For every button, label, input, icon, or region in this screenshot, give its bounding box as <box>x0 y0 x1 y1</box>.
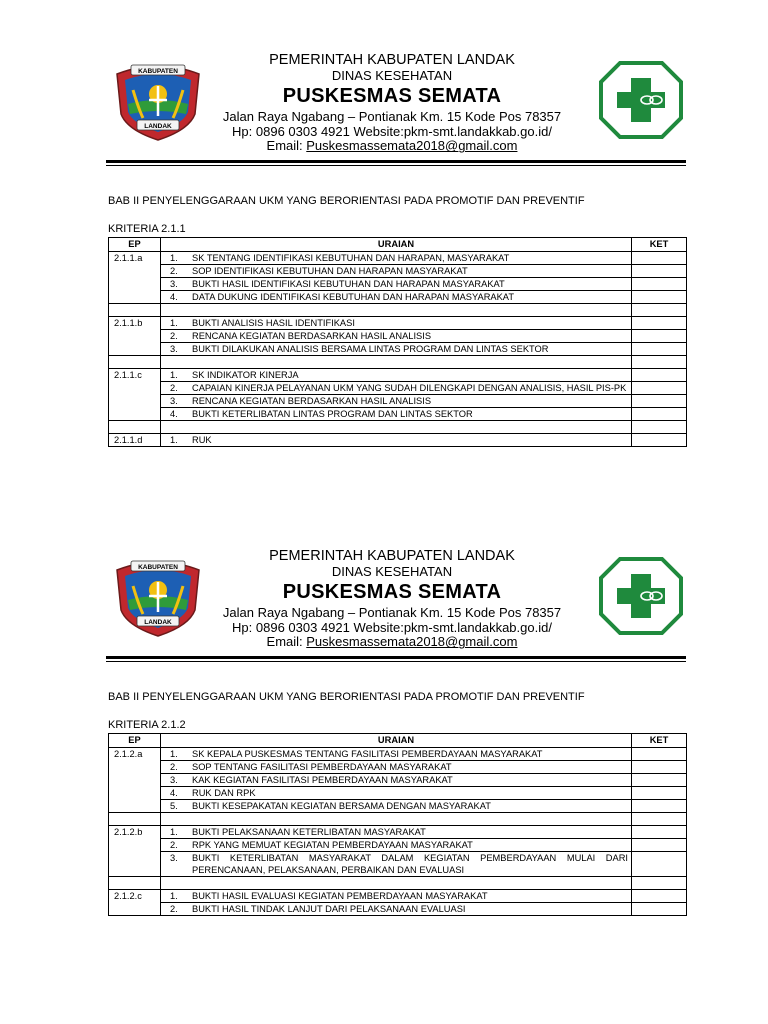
ket-cell <box>632 252 687 265</box>
item-number: 1. <box>170 891 178 901</box>
col-header-ket: KET <box>632 238 687 252</box>
letterhead-divider <box>106 160 686 166</box>
spacer-cell <box>161 304 632 317</box>
department-name: DINAS KESEHATAN <box>331 563 453 579</box>
uraian-cell <box>161 252 632 265</box>
item-text: SK TENTANG IDENTIFIKASI KEBUTUHAN DAN HARAPAN, MASYARAKAT <box>192 253 510 263</box>
government-name: PEMERINTAH KABUPATEN LANDAK <box>269 52 515 68</box>
item-text: DATA DUKUNG IDENTIFIKASI KEBUTUHAN DAN HARAPAN MASYARAKAT <box>192 292 514 302</box>
item-number: 2. <box>170 266 178 276</box>
ket-cell <box>632 278 687 291</box>
table-row <box>109 800 687 813</box>
ket-cell <box>632 903 687 916</box>
item-number: 1. <box>170 435 178 445</box>
puskesmas-logo-icon <box>598 60 684 140</box>
spacer-cell <box>109 304 161 317</box>
item-number: 3. <box>170 344 178 354</box>
ket-cell <box>632 787 687 800</box>
email-link[interactable]: Puskesmassemata2018@gmail.com <box>306 138 518 154</box>
ket-cell <box>632 826 687 839</box>
item-number: 5. <box>170 801 178 811</box>
contact-line: Hp: 0896 0303 4921 Website:pkm-smt.landakkab.go.id/ <box>232 619 552 635</box>
table-row <box>109 839 687 852</box>
table-row <box>109 748 687 761</box>
email-label: Email: <box>266 634 307 650</box>
ket-cell <box>632 890 687 903</box>
item-text: BUKTI HASIL IDENTIFIKASI KEBUTUHAN DAN HARAPAN MASYARAKAT <box>192 279 505 289</box>
col-header-uraian: URAIAN <box>161 734 632 748</box>
item-text: BUKTI KETERLIBATAN LINTAS PROGRAM DAN LINTAS SEKTOR <box>192 409 473 419</box>
table-row <box>109 369 687 382</box>
email-line <box>200 139 584 154</box>
item-number: 4. <box>170 292 178 302</box>
spacer-cell <box>161 813 632 826</box>
item-number: 1. <box>170 827 178 837</box>
department-name: DINAS KESEHATAN <box>331 67 453 83</box>
spacer-cell <box>109 813 161 826</box>
table-header-row <box>109 734 687 748</box>
address-line: Jalan Raya Ngabang – Pontianak Km. 15 Kode Pos 78357 <box>222 108 562 124</box>
uraian-cell <box>161 408 632 421</box>
logo-left-bottom-text: LANDAK <box>144 123 172 130</box>
ket-cell <box>632 317 687 330</box>
address-line: Jalan Raya Ngabang – Pontianak Km. 15 Kode Pos 78357 <box>222 604 562 620</box>
item-text: RUK <box>192 435 212 445</box>
uraian-cell <box>161 903 632 916</box>
item-text: BUKTI PELAKSANAAN KETERLIBATAN MASYARAKAT <box>192 827 426 837</box>
uraian-cell <box>161 890 632 903</box>
col-header-uraian: URAIAN <box>161 238 632 252</box>
ep-cell: 2.1.1.b <box>109 317 161 356</box>
uraian-cell <box>161 826 632 839</box>
ket-cell <box>632 408 687 421</box>
kriteria-title: KRITERIA 2.1.2 <box>108 719 186 731</box>
ep-cell: 2.1.2.c <box>109 890 161 916</box>
uraian-cell <box>161 395 632 408</box>
spacer-row <box>109 304 687 317</box>
spacer-cell <box>632 304 687 317</box>
ket-cell <box>632 852 687 877</box>
email-label: Email: <box>266 138 307 154</box>
ket-cell <box>632 774 687 787</box>
item-number: 1. <box>170 253 178 263</box>
letterhead <box>0 52 768 152</box>
kriteria-table <box>108 733 687 916</box>
table-row <box>109 890 687 903</box>
uraian-cell <box>161 852 632 877</box>
item-text: SK INDIKATOR KINERJA <box>192 370 299 380</box>
col-header-ket: KET <box>632 734 687 748</box>
ket-cell <box>632 343 687 356</box>
table-row <box>109 330 687 343</box>
ket-cell <box>632 761 687 774</box>
puskesmas-name: PUSKESMAS SEMATA <box>282 84 502 107</box>
spacer-cell <box>109 877 161 890</box>
logo-left-top-text: KABUPATEN <box>138 564 178 571</box>
item-number: 2. <box>170 762 178 772</box>
table-row <box>109 317 687 330</box>
ket-cell <box>632 748 687 761</box>
puskesmas-logo-icon <box>598 556 684 636</box>
spacer-cell <box>632 421 687 434</box>
ket-cell <box>632 839 687 852</box>
uraian-cell <box>161 434 632 447</box>
item-text: SK KEPALA PUSKESMAS TENTANG FASILITASI PEMBERDAYAAN MASYARAKAT <box>192 749 543 759</box>
spacer-row <box>109 813 687 826</box>
item-number: 4. <box>170 409 178 419</box>
item-text: BUKTI KESEPAKATAN KEGIATAN BERSAMA DENGAN MASYARAKAT <box>192 801 491 811</box>
spacer-row <box>109 356 687 369</box>
item-text: BUKTI DILAKUKAN ANALISIS BERSAMA LINTAS PROGRAM DAN LINTAS SEKTOR <box>192 344 549 354</box>
table-row <box>109 382 687 395</box>
logo-left-top-text: KABUPATEN <box>138 68 178 75</box>
ket-cell <box>632 395 687 408</box>
table-row <box>109 343 687 356</box>
uraian-cell <box>161 761 632 774</box>
table-row <box>109 826 687 839</box>
uraian-cell <box>161 278 632 291</box>
ket-cell <box>632 800 687 813</box>
item-text: BUKTI HASIL EVALUASI KEGIATAN PEMBERDAYAAN MASYARAKAT <box>192 891 488 901</box>
table-row <box>109 434 687 447</box>
table-row <box>109 774 687 787</box>
item-text: BUKTI ANALISIS HASIL IDENTIFIKASI <box>192 318 355 328</box>
landak-regency-emblem-icon <box>113 60 203 142</box>
table-row <box>109 761 687 774</box>
letterhead <box>0 548 768 648</box>
chapter-title: BAB II PENYELENGGARAAN UKM YANG BERORIENTASI PADA PROMOTIF DAN PREVENTIF <box>108 691 585 703</box>
item-text: RUK DAN RPK <box>192 788 256 798</box>
ep-cell: 2.1.1.a <box>109 252 161 304</box>
email-line <box>200 635 584 650</box>
table-row <box>109 395 687 408</box>
ket-cell <box>632 291 687 304</box>
ep-cell: 2.1.2.b <box>109 826 161 877</box>
uraian-cell <box>161 839 632 852</box>
item-text: CAPAIAN KINERJA PELAYANAN UKM YANG SUDAH DILENGKAPI DENGAN ANALISIS, HASIL PIS-PK <box>192 383 627 393</box>
ket-cell <box>632 434 687 447</box>
col-header-ep: EP <box>109 238 161 252</box>
item-text: RENCANA KEGIATAN BERDASARKAN HASIL ANALISIS <box>192 331 432 341</box>
table-row <box>109 278 687 291</box>
table-row <box>109 408 687 421</box>
uraian-cell <box>161 382 632 395</box>
table-header-row <box>109 238 687 252</box>
contact-line: Hp: 0896 0303 4921 Website:pkm-smt.landakkab.go.id/ <box>232 123 552 139</box>
table-row <box>109 291 687 304</box>
item-text: SOP TENTANG FASILITASI PEMBERDAYAAN MASYARAKAT <box>192 762 452 772</box>
uraian-cell <box>161 369 632 382</box>
kriteria-title: KRITERIA 2.1.1 <box>108 223 186 235</box>
item-number: 2. <box>170 383 178 393</box>
ket-cell <box>632 382 687 395</box>
table-row <box>109 903 687 916</box>
spacer-cell <box>161 356 632 369</box>
kriteria-table <box>108 237 687 447</box>
letterhead-divider <box>106 656 686 662</box>
spacer-cell <box>109 421 161 434</box>
spacer-cell <box>632 813 687 826</box>
spacer-cell <box>632 877 687 890</box>
item-number: 3. <box>170 396 178 406</box>
table-row <box>109 265 687 278</box>
item-number: 4. <box>170 788 178 798</box>
spacer-row <box>109 877 687 890</box>
item-number: 1. <box>170 370 178 380</box>
puskesmas-name: PUSKESMAS SEMATA <box>282 580 502 603</box>
item-text: SOP IDENTIFIKASI KEBUTUHAN DAN HARAPAN MASYARAKAT <box>192 266 468 276</box>
spacer-cell <box>161 421 632 434</box>
item-text: RPK YANG MEMUAT KEGIATAN PEMBERDAYAAN MASYARAKAT <box>192 840 473 850</box>
item-text: KAK KEGIATAN FASILITASI PEMBERDAYAAN MASYARAKAT <box>192 775 453 785</box>
letterhead-text <box>200 548 584 650</box>
uraian-cell <box>161 343 632 356</box>
government-name: PEMERINTAH KABUPATEN LANDAK <box>269 548 515 564</box>
uraian-cell <box>161 787 632 800</box>
item-number: 1. <box>170 318 178 328</box>
col-header-ep: EP <box>109 734 161 748</box>
uraian-cell <box>161 265 632 278</box>
spacer-cell <box>109 356 161 369</box>
uraian-cell <box>161 774 632 787</box>
item-text: BUKTI KETERLIBATAN MASYARAKAT DALAM KEGIATAN PEMBERDAYAAN MULAI DARI PERENCANAAN, PELAKSANAAN, PERBAIKAN DAN EVALUASI <box>192 853 628 875</box>
table-row <box>109 252 687 265</box>
chapter-title: BAB II PENYELENGGARAAN UKM YANG BERORIENTASI PADA PROMOTIF DAN PREVENTIF <box>108 195 585 207</box>
uraian-cell <box>161 291 632 304</box>
email-link[interactable]: Puskesmassemata2018@gmail.com <box>306 634 518 650</box>
item-number: 3. <box>170 853 178 863</box>
letterhead-text <box>200 52 584 154</box>
uraian-cell <box>161 800 632 813</box>
table-row <box>109 852 687 877</box>
ep-cell: 2.1.1.d <box>109 434 161 447</box>
uraian-cell <box>161 748 632 761</box>
item-number: 2. <box>170 840 178 850</box>
ket-cell <box>632 369 687 382</box>
logo-left-bottom-text: LANDAK <box>144 619 172 626</box>
item-text: BUKTI HASIL TINDAK LANJUT DARI PELAKSANAAN EVALUASI <box>192 904 466 914</box>
item-number: 2. <box>170 331 178 341</box>
ep-cell: 2.1.1.c <box>109 369 161 421</box>
spacer-cell <box>161 877 632 890</box>
spacer-row <box>109 421 687 434</box>
item-number: 1. <box>170 749 178 759</box>
ep-cell: 2.1.2.a <box>109 748 161 813</box>
spacer-cell <box>632 356 687 369</box>
uraian-cell <box>161 330 632 343</box>
item-text: RENCANA KEGIATAN BERDASARKAN HASIL ANALISIS <box>192 396 432 406</box>
table-row <box>109 787 687 800</box>
uraian-cell <box>161 317 632 330</box>
item-number: 2. <box>170 904 178 914</box>
ket-cell <box>632 330 687 343</box>
landak-regency-emblem-icon <box>113 556 203 638</box>
item-number: 3. <box>170 775 178 785</box>
ket-cell <box>632 265 687 278</box>
item-number: 3. <box>170 279 178 289</box>
